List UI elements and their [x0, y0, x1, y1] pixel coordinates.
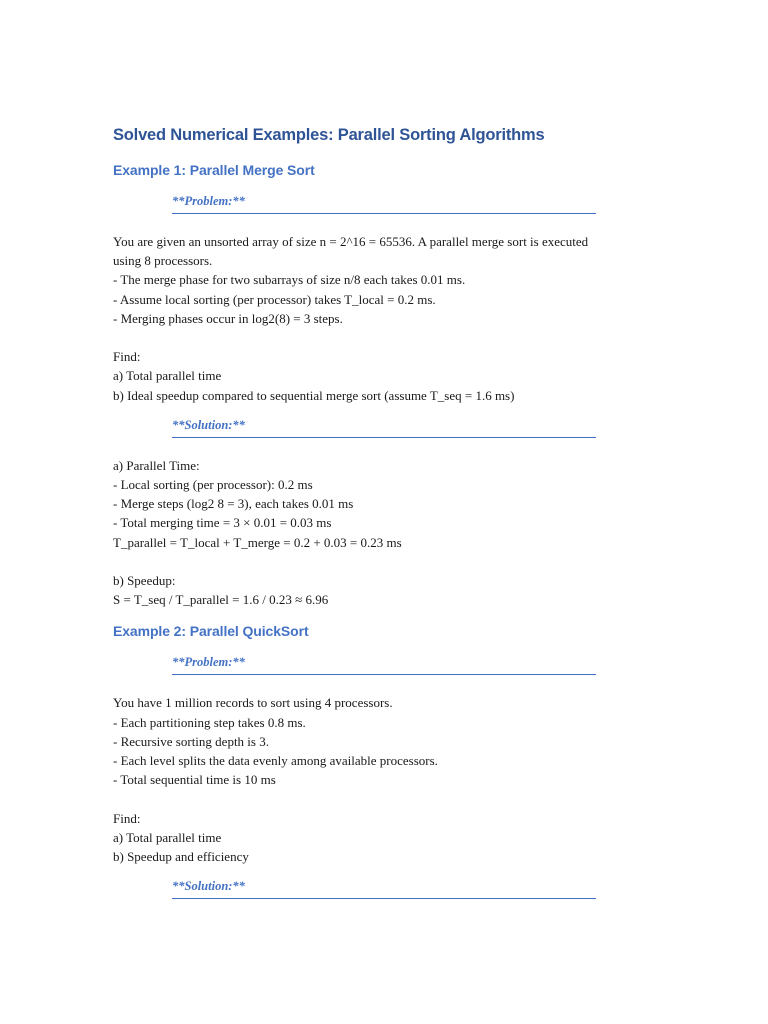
- solution-line: - Merge steps (log2 8 = 3), each takes 0.01 ms: [113, 496, 354, 512]
- example-1-problem-text: [113, 232, 673, 405]
- problem-line: Find:: [113, 349, 141, 365]
- solution-line: b) Speedup:: [113, 573, 176, 589]
- problem-line: - The merge phase for two subarrays of size n/8 each takes 0.01 ms.: [113, 272, 466, 288]
- problem-line: - Merging phases occur in log2(8) = 3 steps.: [113, 310, 343, 326]
- problem-line: [113, 328, 673, 347]
- problem-line: [113, 789, 673, 808]
- problem-line: using 8 processors.: [113, 253, 213, 269]
- example-1-problem-label: **Problem:**: [172, 192, 596, 214]
- problem-line: - Each partitioning step takes 0.8 ms.: [113, 714, 306, 730]
- solution-line: a) Parallel Time:: [113, 457, 200, 473]
- problem-line: - Recursive sorting depth is 3.: [113, 733, 269, 749]
- problem-line: Find:: [113, 810, 141, 826]
- problem-line: b) Ideal speedup compared to sequential merge sort (assume T_seq = 1.6 ms): [113, 387, 515, 403]
- example-1-heading: Example 1: Parallel Merge Sort: [113, 162, 315, 178]
- problem-line: - Each level splits the data evenly among available processors.: [113, 753, 438, 769]
- problem-line: a) Total parallel time: [113, 368, 222, 384]
- solution-line: [113, 552, 673, 571]
- example-2-solution-label: **Solution:**: [172, 877, 596, 899]
- solution-line: - Total merging time = 3 × 0.01 = 0.03 ms: [113, 515, 332, 531]
- solution-line: - Local sorting (per processor): 0.2 ms: [113, 477, 313, 493]
- example-2-problem-label: **Problem:**: [172, 653, 596, 675]
- solution-line: S = T_seq / T_parallel = 1.6 / 0.23 ≈ 6.96: [113, 592, 329, 608]
- problem-line: You have 1 million records to sort using 4 processors.: [113, 695, 393, 711]
- example-1-solution-text: [113, 456, 673, 610]
- problem-line: a) Total parallel time: [113, 829, 222, 845]
- example-2-problem-text: [113, 693, 673, 866]
- problem-line: b) Speedup and efficiency: [113, 849, 249, 865]
- problem-line: - Assume local sorting (per processor) takes T_local = 0.2 ms.: [113, 291, 436, 307]
- document-body: [113, 123, 673, 899]
- problem-line: You are given an unsorted array of size n = 2^16 = 65536. A parallel merge sort is executed: [113, 234, 589, 249]
- example-2-heading: Example 2: Parallel QuickSort: [113, 623, 309, 640]
- problem-line: - Total sequential time is 10 ms: [113, 772, 276, 788]
- document-title: Solved Numerical Examples: Parallel Sorting Algorithms: [113, 126, 545, 144]
- solution-line: T_parallel = T_local + T_merge = 0.2 + 0.03 = 0.23 ms: [113, 534, 402, 550]
- example-1-solution-label: **Solution:**: [172, 416, 596, 438]
